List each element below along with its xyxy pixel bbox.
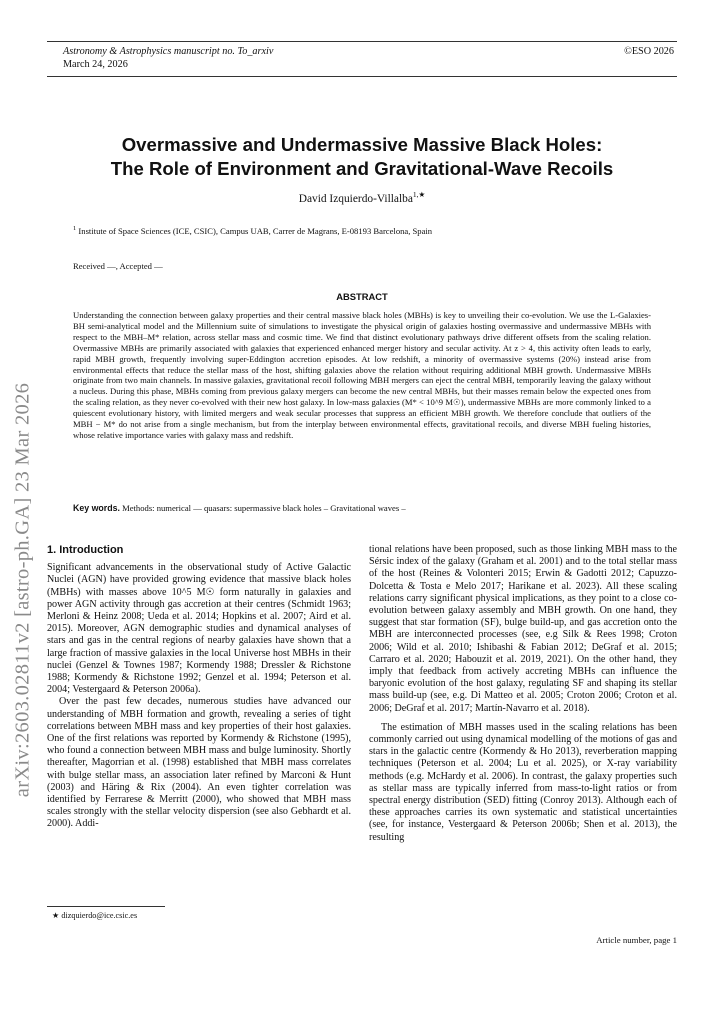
author-marks: 1,★ [412,190,426,199]
keywords-label: Key words. [73,503,120,513]
affiliation-text: Institute of Space Sciences (ICE, CSIC), Campus UAB, Carrer de Magrans, E-08193 Barcelona, Spain [78,225,433,236]
keywords-text: Methods: numerical — quasars: supermassive black holes – Gravitational waves – [122,503,406,513]
author-line [47,190,677,205]
abstract-heading: ABSTRACT [336,291,388,302]
affiliation-mark: 1 [73,225,77,232]
left-column [47,544,351,831]
keywords [73,503,651,513]
received-line: Received —, Accepted — [73,261,163,271]
right-column [369,544,677,844]
footnote-email: ★ dizquierdo@ice.csic.es [52,911,138,920]
journal-line: Astronomy & Astrophysics manuscript no. To_arxiv [63,46,274,57]
copyright: ©ESO 2026 [624,46,674,57]
author-name: David Izquierdo-Villalba [298,192,413,205]
intro-paragraph-2: Over the past few decades, numerous studies have advanced our understanding of MBH formation and growth, revealing a series of tight correlations between MBH mass and key properties of their host galaxies. One of the first relations was reported by Kormendy & Richstone (1995), who found a connection between MBH mass and bulge luminosity. Shortly thereafter, Magorrian et al. (1998) established that MBH mass correlates with bulge stellar mass, an association later refined by Marconi & Hunt (2003) and Häring & Rix (2004). An even tighter correlation was identified by Ferrarese & Merritt (2000), who showed that MBH mass scales strongly with the stellar velocity dispersion (see also Gebhardt et al. 2000). Addi- [47,696,351,830]
paper-title [47,133,677,181]
arxiv-stamp-text: arXiv:2603.02811v2 [astro-ph.GA] 23 Mar 2026 [11,382,34,798]
section-heading-introduction: 1. Introduction [47,544,124,556]
page-number: Article number, page 1 [596,935,677,945]
manuscript-date: March 24, 2026 [63,59,128,70]
intro-paragraph-1: Significant advancements in the observational study of Active Galactic Nuclei (AGN) have provided growing evidence that massive black holes (MBHs) with masses above 10^5 M☉ form naturally in galaxies and power AGN activity through gas accretion at their centres (Schmidt 1963; Merloni & Heinz 2008; Ueda et al. 2014; Hopkins et al. 2007; Aird et al. 2015). Moreover, AGN demographic studies and dynamical analyses of stars and gas in the central regions of nearby galaxies have shown that a large fraction of massive galaxies in the local Universe host MBHs in their nuclei (Genzel & Townes 1987; Kormendy 1988; Dressler & Richstone 1988; Kormendy & Richstone 1992; Genzel et al. 1994; Peterson et al. 2004; Vestergaard & Peterson 2006a). [47,562,351,696]
footnote-rule [47,906,165,907]
title-line-1: Overmassive and Undermassive Massive Black Holes: [121,134,603,155]
intro-paragraph-3: tional relations have been proposed, such as those linking MBH mass to the Sérsic index of the galaxy (Graham et al. 2001) and to the total stellar mass of the host (Reines & Volonteri 2015; Erwin & Gadotti 2012; Capuzzo-Dolcetta & Tosta e Melo 2017; Harikane et al. 2023). All these scaling relations carry significant physical implications, as they point to a close co-evolution between galaxy assembly and MBH growth. On one hand, they suggest that star formation (SF), bulge build-up, and gas accretion onto the MBH are interconnected processes (see, e.g Silk & Rees 1998; Croton 2006; Wild et al. 2010; Ishibashi & Fabian 2012; DeGraf et al. 2015; Carraro et al. 2020; Habouzit et al. 2019, 2021). On the other hand, they imply that feedback from actively accreting MBHs can influence the baryonic evolution of the host galaxy, regulating SF and shaping its stellar mass build-up (see, e.g. Di Matteo et al. 2005; Croton 2006; Croton et al. 2006; DeGraf et al. 2017; Martín-Navarro et al. 2018). [369,544,677,714]
affiliation [73,225,432,236]
abstract-body: Understanding the connection between galaxy properties and their central massive black holes (MBHs) is key to unveiling their co-evolution. We use the L-Galaxies-BH semi-analytical model and the Millennium suite of simulations to investigate the physical origin of galaxies hosting overmassive and undermassive MBHs with respect to the MBH–M* relation, across stellar mass and cosmic time. We find that distinct evolutionary pathways drive different offsets from the scaling relation. Overmassive MBHs are primarily associated with galaxies that experienced enhanced merger history and secular activity. At z > 4, this activity often leads to early, rapid MBH growth, frequently involving super-Eddington accretion episodes. At low redshift, a minority of overmassive systems (20%) instead arise from environmental effects that reduce the stellar mass of the host, shifting galaxies above the relation without requiring additional MBH growth. Undermassive MBHs originate from two main channels. In massive galaxies, gravitational recoil following MBH mergers can eject the central MBH, temporarily leaving the galaxy without a nucleus. During this phase, MBHs coming from previous galaxy mergers can become the new central MBHs, but their masses remain below the expected ones from the scaling relation, as they never co-evolved with their new host galaxy. In low-mass galaxies (M* < 10^9 M☉), undermassive MBHs are more commonly linked to a quiescent evolutionary history, with limited mergers and weak secular processes that suppress an efficient MBH growth. We therefore conclude that outliers of the MBH − M* do not arise from a single mechanism, but from the interplay between environmental effects, gravitational recoils, and diverse MBH fueling histories, whose relative importance varies with galaxy mass and redshift. [73,310,651,440]
intro-paragraph-4: The estimation of MBH masses used in the scaling relations has been commonly carried out using dynamical modelling of the motions of gas and stars in the galactic centre (Kormendy & Ho 2013), reverberation mapping techniques (Peterson et al. 2004; Lu et al. 2025), or X-ray variability methods (e.g. McHardy et al. 2006). In contrast, the galaxy properties such as stellar mass are typically inferred from mass-to-light ratios or from spectral energy distribution (SED) fitting (Conroy 2013). Although each of these approaches carries its own systematic and statistical uncertainties (see, for instance, Vestergaard & Peterson 2006b; Shen et al. 2013), the resulting [369,721,677,843]
title-line-2: The Role of Environment and Gravitational-Wave Recoils [110,158,614,179]
